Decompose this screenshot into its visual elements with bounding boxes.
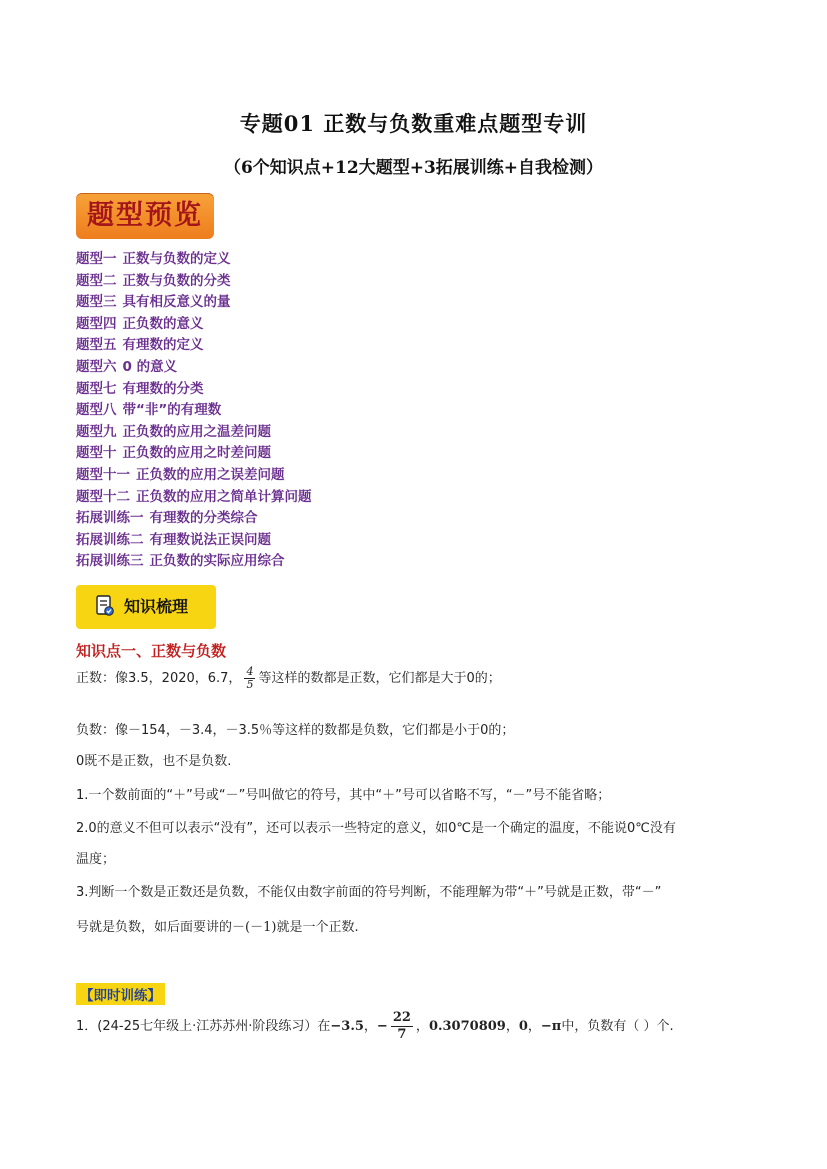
fraction-four-fifths bbox=[244, 666, 255, 691]
topic-item[interactable] bbox=[76, 422, 312, 444]
topic-text: 正负数的应用之温差问题 bbox=[122, 423, 271, 440]
topic-text: 正负数的应用之简单计算问题 bbox=[136, 488, 312, 505]
topic-label: 题型一 bbox=[76, 251, 117, 267]
topic-item[interactable] bbox=[76, 292, 312, 314]
topic-label: 题型五 bbox=[76, 337, 117, 354]
question-fraction-numerator: 22 bbox=[392, 1010, 411, 1025]
topic-item[interactable] bbox=[76, 271, 312, 293]
fraction-numerator: 4 bbox=[246, 665, 254, 678]
rule-3-text-pre: 号就是负数，如后面要讲的 bbox=[76, 920, 233, 935]
knowledge-badge-label: 知识梳理 bbox=[124, 597, 189, 616]
topic-label: 题型九 bbox=[76, 423, 117, 440]
question-fraction-sign: − bbox=[376, 1019, 388, 1034]
topic-label: 题型六 bbox=[76, 358, 117, 375]
positive-text-pre: 正数：像3.5，2020，6.7， bbox=[76, 671, 242, 686]
question-fraction bbox=[391, 1010, 413, 1043]
topic-text: 有理数的定义 bbox=[122, 337, 204, 354]
rule-3-line-1: 3.判断一个数是正数还是负数，不能仅由数字前面的符号判断，不能理解为带“＋”号就是正数，带“－” bbox=[76, 885, 662, 900]
topic-label: 拓展训练二 bbox=[76, 531, 144, 548]
topic-item[interactable] bbox=[76, 249, 312, 271]
topic-text: 有理数的分类 bbox=[122, 380, 204, 397]
topic-text: 正负数的应用之误差问题 bbox=[136, 466, 285, 483]
topic-item[interactable] bbox=[76, 357, 312, 379]
topic-item[interactable] bbox=[76, 314, 312, 336]
topic-label: 题型十二 bbox=[76, 488, 130, 505]
topic-label: 题型二 bbox=[76, 272, 117, 289]
fraction-denominator: 5 bbox=[246, 678, 254, 691]
training-tag: 【即时训练】 bbox=[76, 983, 165, 1005]
topic-item[interactable] bbox=[76, 400, 312, 422]
question-1 bbox=[76, 1010, 674, 1043]
rule-2-line-1: 2.0的意义不但可以表示“没有”，还可以表示一些特定的意义，如0℃是一个确定的温度，不能说0℃没有 bbox=[76, 821, 676, 836]
topic-item[interactable] bbox=[76, 508, 312, 530]
topic-text: 具有相反意义的量 bbox=[122, 294, 231, 311]
topic-label: 题型四 bbox=[76, 315, 117, 332]
topic-item[interactable] bbox=[76, 443, 312, 465]
document-check-icon bbox=[96, 595, 114, 617]
question-value-1: −3.5 bbox=[330, 1019, 364, 1034]
topic-label: 拓展训练一 bbox=[76, 510, 144, 527]
positive-text-post: 等这样的数都是正数，它们都是大于0的； bbox=[258, 671, 501, 686]
topic-label: 题型三 bbox=[76, 294, 117, 311]
question-separator: ， bbox=[527, 1019, 541, 1034]
question-fraction-denominator: 7 bbox=[397, 1027, 407, 1042]
topic-label: 题型八 bbox=[76, 402, 117, 419]
question-value-3: 0 bbox=[518, 1019, 528, 1034]
page-title: 专题01 正数与负数重难点题型专训 bbox=[239, 111, 588, 136]
preview-badge-label: 题型预览 bbox=[87, 200, 203, 231]
topic-text: 带“非”的有理数 bbox=[122, 402, 222, 419]
knowledge-badge bbox=[76, 585, 216, 629]
preview-badge bbox=[76, 193, 214, 239]
question-text-pre: 1．(24-25七年级上·江苏苏州·阶段练习）在 bbox=[76, 1019, 331, 1034]
negative-definition: 负数：像－154，－3.4，－3.5％等这样的数都是负数，它们都是小于0的； bbox=[76, 723, 515, 738]
topic-label: 题型十 bbox=[76, 445, 117, 462]
topic-list bbox=[76, 249, 312, 573]
topic-text: 正数与负数的分类 bbox=[122, 272, 231, 289]
topic-text: 0 的意义 bbox=[122, 358, 178, 375]
question-text-post: 中，负数有（ ）个. bbox=[561, 1019, 674, 1034]
topic-item[interactable] bbox=[76, 335, 312, 357]
rule-3-text-post: 就是一个正数. bbox=[276, 920, 359, 935]
topic-text: 正负数的实际应用综合 bbox=[149, 553, 285, 570]
topic-item[interactable] bbox=[76, 551, 312, 573]
topic-text: 正数与负数的定义 bbox=[122, 251, 231, 267]
topic-label: 题型七 bbox=[76, 380, 117, 397]
question-separator: ， bbox=[505, 1019, 519, 1034]
topic-text: 有理数说法正误问题 bbox=[149, 531, 271, 548]
topic-label: 题型十一 bbox=[76, 466, 130, 483]
question-value-4: −π bbox=[540, 1019, 562, 1034]
page-subtitle: （6个知识点+12大题型+3拓展训练+自我检测） bbox=[223, 158, 604, 178]
positive-definition bbox=[76, 666, 501, 691]
rule-1: 1.一个数前面的“＋”号或“－”号叫做它的符号，其中“＋”号可以省略不写，“－”号不能省略； bbox=[76, 788, 611, 803]
topic-item[interactable] bbox=[76, 487, 312, 509]
knowledge-point-heading: 知识点一、正数与负数 bbox=[76, 642, 227, 660]
rule-3-line-2 bbox=[76, 916, 359, 935]
topic-item[interactable] bbox=[76, 379, 312, 401]
question-separator: ， bbox=[363, 1019, 377, 1034]
rule-3-expression: －(－1) bbox=[232, 920, 277, 935]
topic-text: 正负数的意义 bbox=[122, 315, 204, 332]
question-separator: ， bbox=[415, 1019, 429, 1034]
topic-text: 正负数的应用之时差问题 bbox=[122, 445, 271, 462]
question-value-2: 0.3070809 bbox=[428, 1019, 506, 1034]
rule-2-line-2: 温度； bbox=[76, 852, 116, 867]
topic-text: 有理数的分类综合 bbox=[149, 510, 258, 527]
zero-definition: 0既不是正数，也不是负数. bbox=[76, 754, 232, 769]
topic-item[interactable] bbox=[76, 530, 312, 552]
topic-label: 拓展训练三 bbox=[76, 553, 144, 570]
topic-item[interactable] bbox=[76, 465, 312, 487]
